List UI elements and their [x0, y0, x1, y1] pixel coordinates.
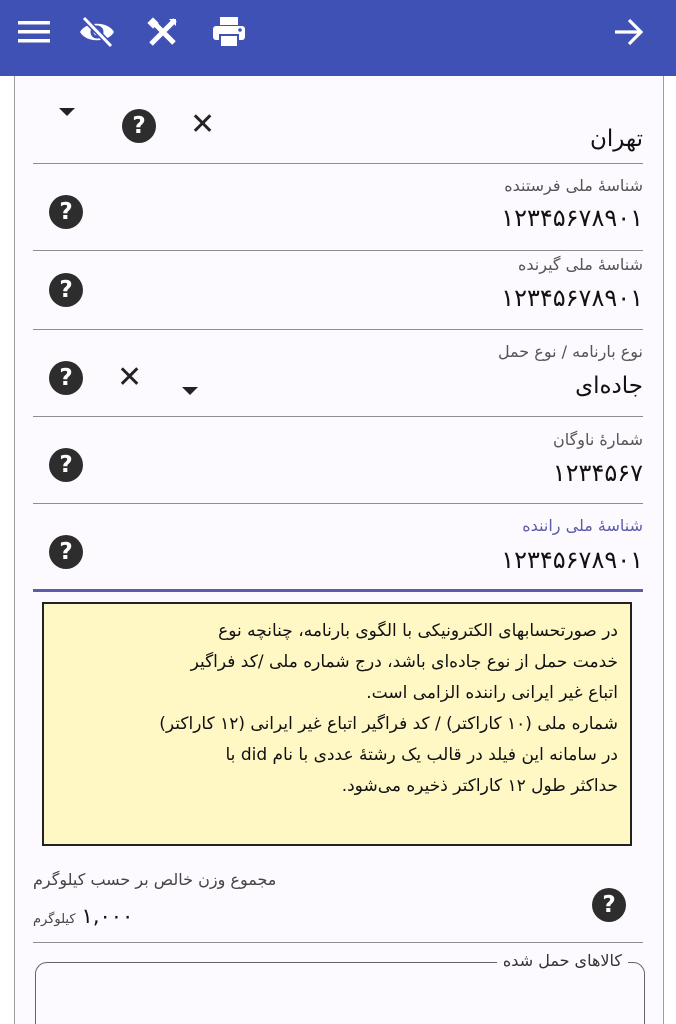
province-field[interactable] — [33, 76, 643, 164]
dropdown-caret-icon[interactable] — [59, 108, 75, 116]
net-weight-field[interactable] — [33, 866, 643, 943]
dropdown-caret-icon[interactable] — [182, 387, 198, 395]
net-weight-label: مجموع وزن خالص بر حسب کیلوگرم — [33, 870, 277, 889]
receiver-id-field[interactable] — [33, 251, 643, 330]
driver-id-field[interactable] — [33, 504, 643, 592]
help-icon[interactable]: ? — [49, 535, 83, 569]
sender-id-label: شناسهٔ ملی فرستنده — [504, 176, 643, 195]
driver-id-value[interactable]: ۱۲۳۴۵۶۷۸۹۰۱ — [501, 546, 643, 574]
cargo-box[interactable] — [35, 951, 645, 1024]
note-line: حداکثر طول ۱۲ کاراکتر ذخیره می‌شود. — [341, 776, 618, 796]
note-line: اتباع غیر ایرانی راننده الزامی است. — [366, 683, 618, 703]
print-icon[interactable] — [209, 12, 249, 52]
receiver-id-label: شناسهٔ ملی گیرنده — [518, 255, 643, 274]
design-tools-icon[interactable] — [143, 12, 183, 52]
net-weight-value-row[interactable] — [33, 904, 133, 928]
note-line: خدمت حمل از نوع جاده‌ای باشد، درج شماره ملی /کد فراگیر — [190, 652, 618, 672]
note-line: در سامانه این فیلد در قالب یک رشتهٔ عددی با نام did با — [225, 745, 618, 765]
fleet-number-field[interactable] — [33, 417, 643, 504]
help-icon[interactable]: ? — [122, 109, 156, 143]
menu-icon[interactable] — [14, 12, 54, 52]
visibility-off-icon[interactable] — [77, 12, 117, 52]
waybill-type-value[interactable]: جاده‌ای — [575, 373, 643, 399]
cargo-label: کالاهای حمل شده — [497, 951, 628, 970]
help-icon[interactable]: ? — [49, 361, 83, 395]
waybill-type-label: نوع بارنامه / نوع حمل — [497, 342, 643, 361]
sender-id-value[interactable]: ۱۲۳۴۵۶۷۸۹۰۱ — [501, 204, 643, 232]
province-value[interactable]: تهران — [590, 126, 643, 152]
arrow-right-icon[interactable] — [609, 12, 649, 52]
fleet-number-label: شمارهٔ ناوگان — [552, 430, 643, 449]
clear-icon[interactable]: ✕ — [190, 107, 216, 142]
help-icon[interactable]: ? — [49, 195, 83, 229]
note-line: در صورتحسابهای الکترونیکی با الگوی بارنامه، چنانچه نوع — [218, 621, 618, 641]
fleet-number-value[interactable]: ۱۲۳۴۵۶۷ — [552, 459, 643, 487]
receiver-id-value[interactable]: ۱۲۳۴۵۶۷۸۹۰۱ — [501, 284, 643, 312]
net-weight-value[interactable]: ۱,۰۰۰ — [81, 904, 134, 928]
driver-id-label: شناسهٔ ملی راننده — [522, 516, 643, 535]
app-bar — [0, 0, 676, 76]
help-icon[interactable]: ? — [49, 448, 83, 482]
sender-id-field[interactable] — [33, 164, 643, 251]
help-icon[interactable]: ? — [592, 888, 626, 922]
waybill-type-field[interactable] — [33, 330, 643, 417]
info-note — [42, 602, 632, 846]
note-line: شماره ملی (۱۰ کاراکتر) / کد فراگیر اتباع غیر ایرانی (۱۲ کاراکتر) — [159, 714, 618, 734]
net-weight-unit: کیلوگرم — [33, 912, 76, 927]
form-content — [14, 76, 664, 1024]
help-icon[interactable]: ? — [49, 273, 83, 307]
clear-icon[interactable]: ✕ — [117, 360, 143, 395]
